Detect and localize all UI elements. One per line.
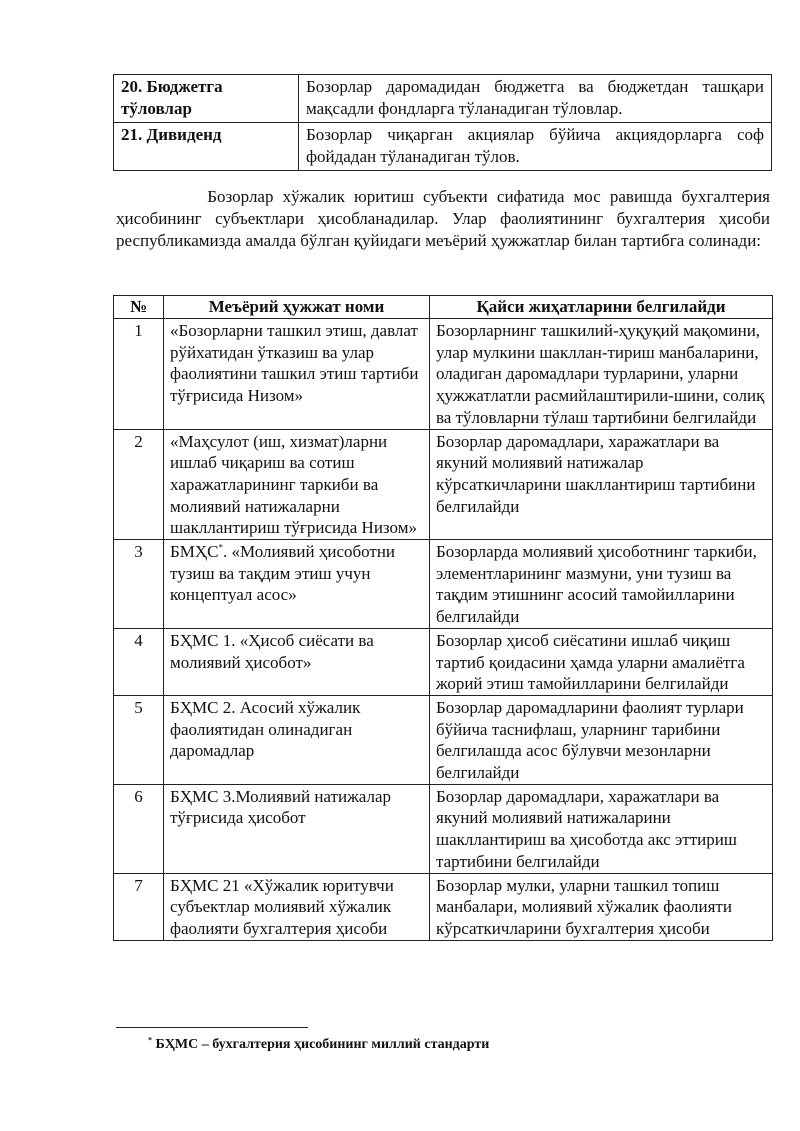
document-name-cell: БҲМС 1. «Ҳисоб сиёсати ва молиявий ҳисобот» [164, 628, 430, 695]
aspect-cell: Бозорларнинг ташкилий-ҳуқуқий мақомини, улар мулкини шакллан-тириш манбаларини, оладиган даромадлари турларини, уларни ҳужжатлатли расмийлаштирили-шини, солиқ ва тўловларни тўлаш тартибини белгилайди [430, 319, 773, 430]
aspect-cell: Бозорларда молиявий ҳисоботнинг таркиби, элементларининг мазмуни, уни тузиш ва тақдим этишнинг асосий тамойилларини белгилайди [430, 540, 773, 629]
body-paragraph: Бозорлар хўжалик юритиш субъекти сифатида мос равишда бухгалтерия ҳисобининг субъектлари ҳисобланадилар. Улар фаолиятининг бухгалтерия ҳисоби республикамизда амалда бўлган қуйидаги меъёрий ҳужжатлар билан тартибга солинади: [116, 187, 770, 250]
aspect-cell: Бозорлар даромадлари, харажатлари ва якуний молиявий натижалар кўрсаткичларини шакллантириш тартибини белгилайди [430, 429, 773, 540]
footnote [148, 1037, 489, 1053]
normative-documents-table [113, 295, 773, 941]
table-row [114, 873, 773, 940]
definition-cell: Бозорлар чиқарган акциялар бўйича акциядорларга соф фойдадан тўланадиган тўлов. [299, 123, 772, 171]
column-header-aspects: Қайси жиҳатларини белгилайди [430, 296, 773, 319]
table-row [114, 319, 773, 430]
footnote-mark: * [148, 1035, 152, 1045]
footnote-text: БҲМС – бухгалтерия ҳисобининг миллий стандарти [152, 1037, 490, 1052]
term-cell: 20. Бюджетга тўловлар [114, 75, 299, 123]
footnote-separator [116, 1027, 308, 1028]
document-name-cell: БҲМС 3.Молиявий натижалар тўғрисида ҳисобот [164, 784, 430, 873]
row-number: 1 [114, 319, 164, 430]
document-code: БМҲС [170, 542, 219, 562]
table-row [114, 75, 772, 123]
document-name-cell [164, 540, 430, 629]
footnote-ref-mark: * [218, 542, 223, 553]
table-row [114, 540, 773, 629]
document-name-cell: БҲМС 2. Асосий хўжалик фаолиятидан олинадиган даромадлар [164, 695, 430, 784]
document-title: . «Молиявий ҳисоботни тузиш ва тақдим этиш учун концептуал асос» [170, 542, 396, 605]
aspect-cell: Бозорлар даромадлари, харажатлари ва якуний молиявий натижаларини шакллантириш ва ҳисоботда акс эттириш тартибини белгилайди [430, 784, 773, 873]
row-number: 6 [114, 784, 164, 873]
term-cell: 21. Дивиденд [114, 123, 299, 171]
document-name-cell: БҲМС 21 «Хўжалик юритувчи субъектлар молиявий хўжалик фаолияти бухгалтерия ҳисоби [164, 873, 430, 940]
row-number: 2 [114, 429, 164, 540]
table-row [114, 628, 773, 695]
document-name-cell: «Бозорларни ташкил этиш, давлат рўйхатидан ўтказиш ва улар фаолиятини ташкил этиш тартиби тўғрисида Низом» [164, 319, 430, 430]
column-header-document: Меъёрий ҳужжат номи [164, 296, 430, 319]
table-row [114, 695, 773, 784]
column-header-number: № [114, 296, 164, 319]
definition-cell: Бозорлар даромадидан бюджетга ва бюджетдан ташқари мақсадли фондларга тўланадиган тўловлар. [299, 75, 772, 123]
document-name-cell: «Маҳсулот (иш, хизмат)ларни ишлаб чиқариш ва сотиш харажатларининг таркиби ва молиявий натижаларни шакллантириш тўғрисида Низом» [164, 429, 430, 540]
definitions-table [113, 74, 772, 171]
aspect-cell: Бозорлар ҳисоб сиёсатини ишлаб чиқиш тартиб қоидасини ҳамда уларни амалиётга жорий этиш тамойилларини белгилайди [430, 628, 773, 695]
table-row [114, 123, 772, 171]
table-row [114, 429, 773, 540]
table-row [114, 784, 773, 873]
row-number: 4 [114, 628, 164, 695]
row-number: 5 [114, 695, 164, 784]
row-number: 7 [114, 873, 164, 940]
row-number: 3 [114, 540, 164, 629]
table-header-row [114, 296, 773, 319]
aspect-cell: Бозорлар мулки, уларни ташкил топиш манбалари, молиявий хўжалик фаолияти кўрсаткичларини бухгалтерия ҳисоби [430, 873, 773, 940]
aspect-cell: Бозорлар даромадларини фаолият турлари бўйича таснифлаш, уларнинг тарибини белгилашда асос бўлувчи мезонларни белгилайди [430, 695, 773, 784]
